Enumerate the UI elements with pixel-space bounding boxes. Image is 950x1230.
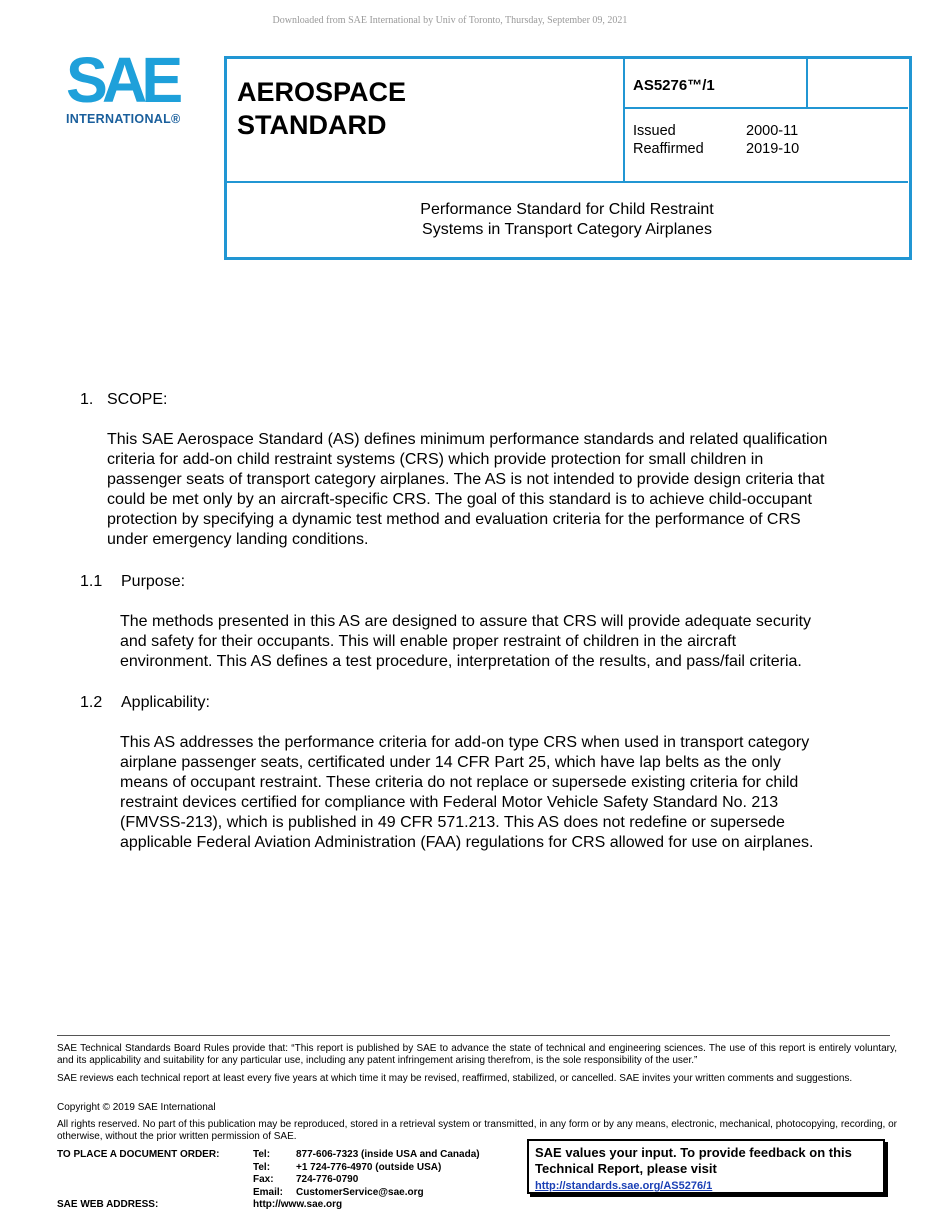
order-contacts bbox=[253, 1149, 480, 1212]
paragraph-line: airplane passenger seats, certificated under 14 CFR Part 25, which have lap belts as the only bbox=[120, 754, 781, 771]
feedback-text: SAE values your input. To provide feedback on this bbox=[535, 1145, 852, 1160]
issued-value: 2000-11 bbox=[746, 123, 799, 139]
footer-divider bbox=[57, 1035, 890, 1036]
order-label: TO PLACE A DOCUMENT ORDER: bbox=[57, 1149, 220, 1160]
email-label: Email: bbox=[253, 1186, 284, 1198]
document-type bbox=[237, 76, 406, 142]
paragraph-line: passenger seats of transport category airplanes. The AS is not intended to provide design criteria that bbox=[107, 471, 825, 488]
purpose-paragraph bbox=[120, 612, 890, 672]
tel-label: Tel: bbox=[253, 1149, 271, 1160]
feedback-text: Technical Report, please visit bbox=[535, 1161, 717, 1176]
paragraph-line: environment. This AS defines a test procedure, interpretation of the results, and pass/fail criteria. bbox=[120, 653, 802, 670]
logo-mark: SAE bbox=[66, 44, 178, 116]
section-number: 1. bbox=[80, 391, 94, 408]
paragraph-line: restraint devices certified for compliance with Federal Motor Vehicle Safety Standard No. 213 bbox=[120, 794, 779, 811]
paragraph-line: and safety for their occupants. This will enable proper restraint of children in the aircraft bbox=[120, 633, 737, 650]
feedback-link[interactable]: http://standards.sae.org/AS5276/1 bbox=[535, 1180, 713, 1192]
review-note: SAE reviews each technical report at least every five years at which time it may be revised, reaffirmed, stabilized, or cancelled. SAE invites your written comments and suggestions. bbox=[57, 1073, 853, 1084]
rights-text: All rights reserved. No part of this publication may be reproduced, stored in a retrieval system or transmitted, in any form or by any means, electronic, mechanical, photocopying, recording, or otherwise, without the prior written permission of SAE. bbox=[57, 1119, 897, 1142]
issued-label: Issued bbox=[633, 123, 676, 139]
section-heading: SCOPE: bbox=[107, 391, 168, 408]
sae-logo bbox=[66, 44, 196, 132]
paragraph-line: This SAE Aerospace Standard (AS) defines minimum performance standards and related qualification bbox=[107, 431, 828, 448]
paragraph-line: protection by specifying a dynamic test method and evaluation criteria for the performance of CRS bbox=[107, 511, 801, 528]
download-note: Downloaded from SAE International by Univ of Toronto, Thursday, September 09, 2021 bbox=[272, 15, 628, 26]
paragraph-line: The methods presented in this AS are designed to assure that CRS will provide adequate security bbox=[120, 613, 812, 630]
header-divider bbox=[624, 107, 908, 109]
document-title-line: Systems in Transport Category Airplanes bbox=[422, 221, 712, 238]
web-address-label: SAE WEB ADDRESS: bbox=[57, 1199, 159, 1210]
document-title bbox=[226, 200, 908, 240]
feedback-box bbox=[527, 1139, 885, 1194]
fax-value: 724-776-0790 bbox=[296, 1174, 359, 1185]
paragraph-line: under emergency landing conditions. bbox=[107, 531, 369, 548]
tel-value: 877-606-7323 (inside USA and Canada) bbox=[296, 1149, 480, 1160]
logo-subtitle: INTERNATIONAL® bbox=[66, 112, 181, 126]
copyright: Copyright © 2019 SAE International bbox=[57, 1102, 216, 1113]
header-divider bbox=[806, 56, 808, 109]
email-value: CustomerService@sae.org bbox=[296, 1186, 424, 1198]
paragraph-line: could be met only by an aircraft-specific CRS. The goal of this standard is to achieve child-occupant bbox=[107, 491, 812, 508]
web-address[interactable]: http://www.sae.org bbox=[253, 1199, 343, 1210]
section-heading: Purpose: bbox=[121, 573, 186, 590]
applicability-paragraph bbox=[120, 733, 890, 853]
header-divider bbox=[224, 181, 908, 183]
paragraph-line: criteria for add-on child restraint systems (CRS) which provide protection for small children in bbox=[107, 451, 764, 468]
document-title-line: Performance Standard for Child Restraint bbox=[420, 201, 714, 218]
paragraph-line: means of occupant restraint. These criteria do not replace or supersede existing criteria for child bbox=[120, 774, 799, 791]
reaffirmed-value: 2019-10 bbox=[746, 141, 800, 157]
document-type-line: STANDARD bbox=[237, 110, 387, 140]
document-number: AS5276™/1 bbox=[633, 77, 715, 94]
fax-label: Fax: bbox=[253, 1174, 274, 1185]
document-type-line: AEROSPACE bbox=[237, 77, 407, 107]
section-heading: Applicability: bbox=[121, 694, 210, 711]
tel-value: +1 724-776-4970 (outside USA) bbox=[296, 1161, 442, 1173]
reaffirmed-label: Reaffirmed bbox=[633, 141, 704, 157]
paragraph-line: (FMVSS-213), which is published in 49 CFR 571.213. This AS does not redefine or supersede bbox=[120, 814, 785, 831]
header-divider bbox=[623, 56, 625, 182]
issue-dates bbox=[633, 122, 799, 158]
section-number: 1.2 bbox=[80, 694, 103, 711]
paragraph-line: applicable Federal Aviation Administration (FAA) regulations for CRS allowed for use on airplanes. bbox=[120, 834, 814, 851]
board-rules-text: SAE Technical Standards Board Rules provide that: “This report is published by SAE to advance the state of technical and engineering sciences. The use of this report is entirely voluntary, and its applicability and suitability for any particular use, including any patent infringement arising therefrom, is the sole responsibility of the user.” bbox=[57, 1043, 897, 1066]
scope-paragraph bbox=[107, 430, 897, 550]
paragraph-line: This AS addresses the performance criteria for add-on type CRS when used in transport category bbox=[120, 734, 810, 751]
tel-label: Tel: bbox=[253, 1161, 271, 1173]
section-number: 1.1 bbox=[80, 573, 103, 590]
